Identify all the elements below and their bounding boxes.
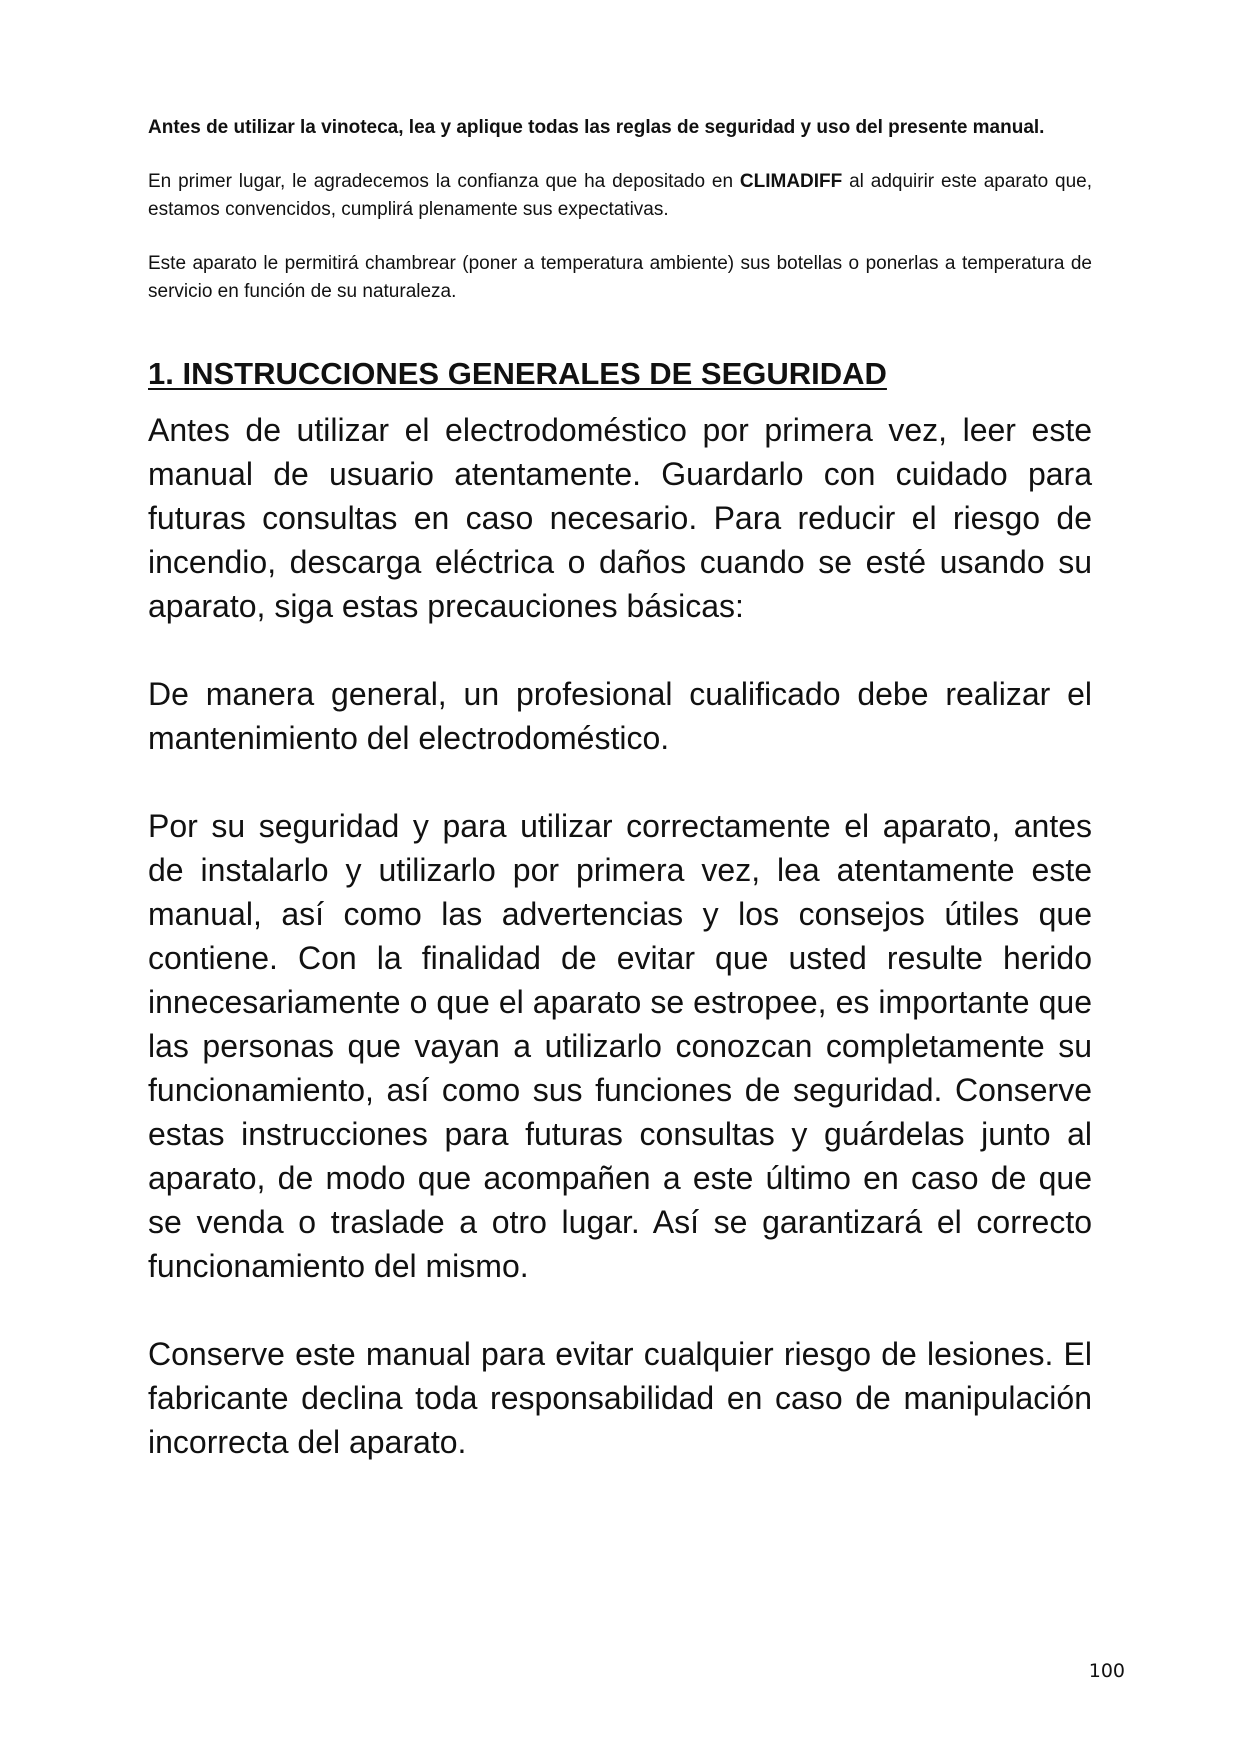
page-number: 100 [1088,1660,1125,1682]
purpose-paragraph: Este aparato le permitirá chambrear (poner a temperatura ambiente) sus botellas o ponerlas a temperatura de servicio en función de su naturaleza. [148,253,1092,302]
thanks-paragraph [148,168,1092,224]
body-paragraph: Conserve este manual para evitar cualquier riesgo de lesiones. El fabricante declina toda responsabilidad en caso de manipulación incorrecta del aparato. [148,1336,1092,1460]
page-content [148,114,1092,1508]
body-paragraph: De manera general, un profesional cualificado debe realizar el mantenimiento del electrodoméstico. [148,676,1092,756]
thanks-text-after: al adquirir este aparato que, estamos convencidos, cumplirá plenamente sus expectativas. [148,171,1093,220]
body-paragraph: Por su seguridad y para utilizar correctamente el aparato, antes de instalarlo y utilizarlo por primera vez, lea atentamente este manual, así como las advertencias y los consejos útiles que contiene. Con la finalidad de evitar que usted resulte herido innecesariamente o que el aparato se estropee, es importante que las personas que vayan a utilizarlo conozcan completamente su funcionamiento, así como sus funciones de seguridad. Conserve estas instrucciones para futuras consultas y guárdelas junto al aparato, de modo que acompañen a este último en caso de que se venda o traslade a otro lugar. Así se garantizará el correcto funcionamiento del mismo. [148,808,1092,1284]
section-title: 1. INSTRUCCIONES GENERALES DE SEGURIDAD [148,356,887,391]
body-paragraph: Antes de utilizar el electrodoméstico por primera vez, leer este manual de usuario atentamente. Guardarlo con cuidado para futuras consultas en caso necesario. Para reducir el riesgo de incendio, descarga eléctrica o daños cuando se esté usando su aparato, siga estas precauciones básicas: [148,412,1092,624]
safety-warning: Antes de utilizar la vinoteca, lea y aplique todas las reglas de seguridad y uso del presente manual. [148,117,1045,138]
brand-name: CLIMADIFF [739,171,843,192]
thanks-text-before: En primer lugar, le agradecemos la confianza que ha depositado en [148,171,740,192]
